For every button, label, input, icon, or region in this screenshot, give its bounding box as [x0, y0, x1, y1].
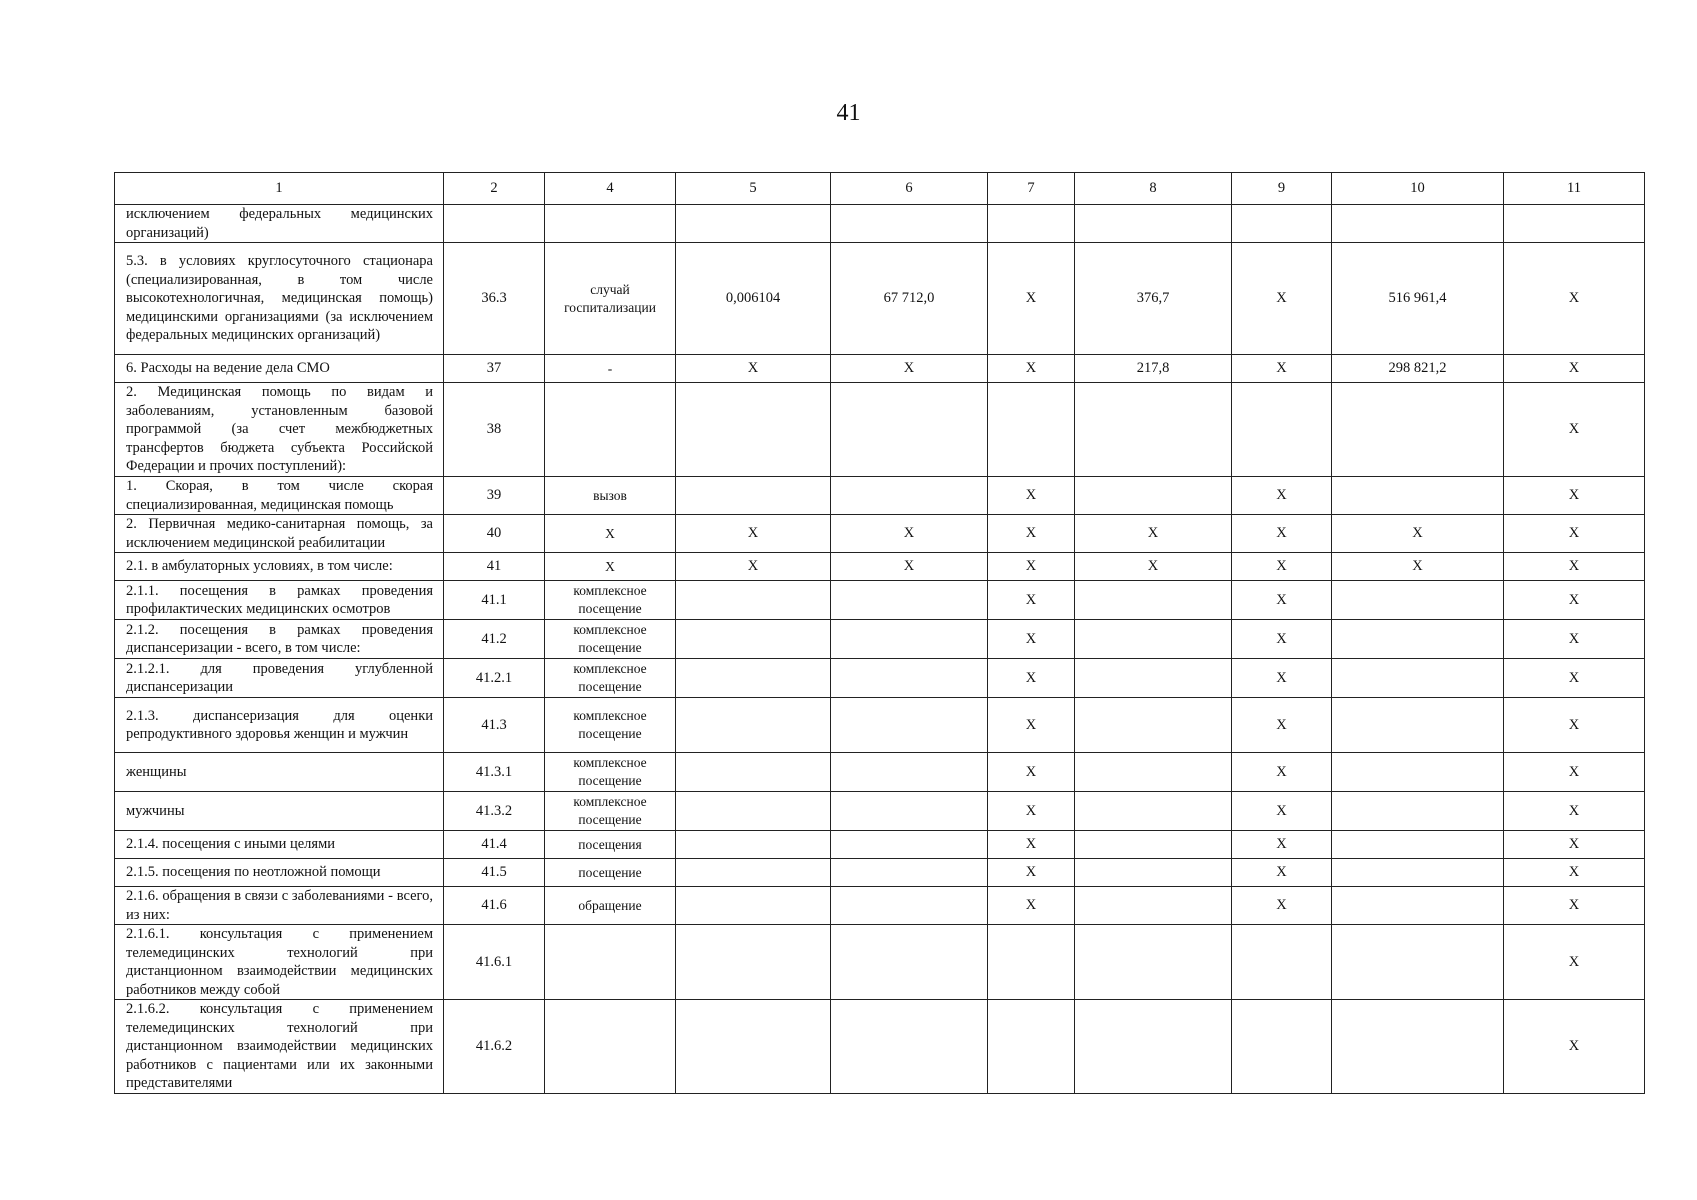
cell-unit: -: [545, 355, 676, 383]
table-row: [115, 243, 1645, 355]
cell-col-8: 376,7: [1075, 243, 1232, 355]
cell-col-11: X: [1504, 515, 1645, 553]
cell-col-5: X: [676, 553, 831, 581]
cell-col-6: [831, 659, 988, 698]
cell-col-9: X: [1232, 859, 1332, 887]
cell-col-6: [831, 792, 988, 831]
cell-unit: комплексное посещение: [545, 620, 676, 659]
table-row: [115, 477, 1645, 515]
cell-col-10: [1332, 698, 1504, 753]
cell-line-number: 41.6: [444, 887, 545, 925]
cell-col-5: [676, 792, 831, 831]
cell-unit: комплексное посещение: [545, 698, 676, 753]
cell-col-7: [988, 383, 1075, 477]
cell-col-11: X: [1504, 477, 1645, 515]
table-row: [115, 1000, 1645, 1094]
cell-col-7: X: [988, 515, 1075, 553]
cell-col-5: [676, 698, 831, 753]
cell-col-8: [1075, 698, 1232, 753]
cell-col-5: [676, 831, 831, 859]
table-row: [115, 753, 1645, 792]
cell-col-8: X: [1075, 515, 1232, 553]
cell-col-6: [831, 887, 988, 925]
header-cell-col-7: 7: [988, 173, 1075, 205]
cell-line-number: 41.2.1: [444, 659, 545, 698]
cell-col-11: X: [1504, 792, 1645, 831]
cell-description: мужчины: [115, 792, 444, 831]
cell-col-9: X: [1232, 477, 1332, 515]
cell-col-5: [676, 581, 831, 620]
data-table: [114, 172, 1645, 1094]
cell-col-11: X: [1504, 659, 1645, 698]
cell-col-7: X: [988, 477, 1075, 515]
table-row: [115, 515, 1645, 553]
cell-col-5: [676, 383, 831, 477]
cell-col-5: 0,006104: [676, 243, 831, 355]
header-cell-col-11: 11: [1504, 173, 1645, 205]
cell-col-11: X: [1504, 620, 1645, 659]
cell-line-number: 37: [444, 355, 545, 383]
cell-description: 2.1.5. посещения по неотложной помощи: [115, 859, 444, 887]
cell-col-11: X: [1504, 859, 1645, 887]
cell-col-10: 516 961,4: [1332, 243, 1504, 355]
cell-description: женщины: [115, 753, 444, 792]
cell-col-7: X: [988, 792, 1075, 831]
cell-col-6: X: [831, 553, 988, 581]
cell-col-6: [831, 859, 988, 887]
cell-line-number: 36.3: [444, 243, 545, 355]
cell-col-6: [831, 383, 988, 477]
cell-unit: [545, 1000, 676, 1094]
cell-col-11: X: [1504, 553, 1645, 581]
cell-unit: комплексное посещение: [545, 659, 676, 698]
cell-col-5: [676, 753, 831, 792]
cell-col-8: X: [1075, 553, 1232, 581]
cell-line-number: 41.2: [444, 620, 545, 659]
cell-col-5: [676, 887, 831, 925]
cell-unit: [545, 383, 676, 477]
cell-description: 2.1.3. диспансеризация для оценки репродуктивного здоровья женщин и мужчин: [115, 698, 444, 753]
cell-col-9: X: [1232, 831, 1332, 859]
cell-col-8: [1075, 753, 1232, 792]
cell-description: 2.1. в амбулаторных условиях, в том числе:: [115, 553, 444, 581]
cell-col-5: [676, 1000, 831, 1094]
cell-description: 2. Первичная медико-санитарная помощь, за исключением медицинской реабилитации: [115, 515, 444, 553]
cell-col-6: [831, 205, 988, 243]
cell-col-7: X: [988, 859, 1075, 887]
cell-col-8: 217,8: [1075, 355, 1232, 383]
table-row: [115, 383, 1645, 477]
table-row: [115, 859, 1645, 887]
cell-col-11: X: [1504, 243, 1645, 355]
table-row: [115, 792, 1645, 831]
table-header-row: [115, 173, 1645, 205]
cell-col-5: [676, 205, 831, 243]
cell-col-11: X: [1504, 831, 1645, 859]
cell-col-8: [1075, 925, 1232, 1000]
cell-line-number: 40: [444, 515, 545, 553]
cell-description: 2.1.2.1. для проведения углубленной диспансеризации: [115, 659, 444, 698]
cell-col-10: X: [1332, 515, 1504, 553]
cell-col-8: [1075, 205, 1232, 243]
cell-line-number: 41.5: [444, 859, 545, 887]
header-cell-col-8: 8: [1075, 173, 1232, 205]
cell-col-8: [1075, 792, 1232, 831]
header-cell-col-5: 5: [676, 173, 831, 205]
header-cell-col-2: 2: [444, 173, 545, 205]
cell-col-9: X: [1232, 355, 1332, 383]
cell-col-10: [1332, 831, 1504, 859]
cell-col-7: X: [988, 698, 1075, 753]
cell-col-7: X: [988, 753, 1075, 792]
cell-col-9: [1232, 925, 1332, 1000]
cell-line-number: 41.6.1: [444, 925, 545, 1000]
cell-col-9: [1232, 205, 1332, 243]
cell-col-10: [1332, 659, 1504, 698]
table-row: [115, 581, 1645, 620]
cell-col-7: X: [988, 581, 1075, 620]
cell-col-6: 67 712,0: [831, 243, 988, 355]
table-row: [115, 205, 1645, 243]
cell-col-10: X: [1332, 553, 1504, 581]
cell-col-5: [676, 477, 831, 515]
cell-col-8: [1075, 831, 1232, 859]
cell-description: 2.1.6.2. консультация с применением телемедицинских технологий при дистанционном взаимодействии медицинских работников с пациентами или их законными представителями: [115, 1000, 444, 1094]
cell-unit: комплексное посещение: [545, 792, 676, 831]
cell-col-6: [831, 620, 988, 659]
cell-col-5: X: [676, 515, 831, 553]
cell-col-9: [1232, 1000, 1332, 1094]
cell-col-7: X: [988, 553, 1075, 581]
cell-description: 2.1.2. посещения в рамках проведения диспансеризации - всего, в том числе:: [115, 620, 444, 659]
cell-col-6: [831, 477, 988, 515]
cell-line-number: 41.3.2: [444, 792, 545, 831]
cell-col-11: X: [1504, 1000, 1645, 1094]
cell-col-10: [1332, 383, 1504, 477]
cell-line-number: 41.3.1: [444, 753, 545, 792]
cell-col-8: [1075, 659, 1232, 698]
cell-col-6: [831, 581, 988, 620]
cell-col-10: [1332, 205, 1504, 243]
table-row: [115, 831, 1645, 859]
cell-col-6: [831, 1000, 988, 1094]
table-row: [115, 659, 1645, 698]
table-row: [115, 698, 1645, 753]
cell-col-9: [1232, 383, 1332, 477]
header-cell-col-4: 4: [545, 173, 676, 205]
cell-unit: посещение: [545, 859, 676, 887]
cell-unit: [545, 925, 676, 1000]
cell-col-6: X: [831, 515, 988, 553]
cell-description: 6. Расходы на ведение дела СМО: [115, 355, 444, 383]
cell-unit: X: [545, 515, 676, 553]
cell-col-8: [1075, 1000, 1232, 1094]
cell-col-9: X: [1232, 887, 1332, 925]
cell-col-7: [988, 205, 1075, 243]
cell-line-number: 38: [444, 383, 545, 477]
cell-col-5: [676, 925, 831, 1000]
cell-col-11: [1504, 205, 1645, 243]
cell-unit: [545, 205, 676, 243]
cell-col-9: X: [1232, 698, 1332, 753]
cell-col-7: [988, 925, 1075, 1000]
cell-col-9: X: [1232, 581, 1332, 620]
cell-col-9: X: [1232, 620, 1332, 659]
header-cell-col-10: 10: [1332, 173, 1504, 205]
cell-col-10: [1332, 792, 1504, 831]
cell-col-10: [1332, 859, 1504, 887]
cell-col-5: [676, 620, 831, 659]
cell-description: 2.1.6.1. консультация с применением телемедицинских технологий при дистанционном взаимодействии медицинских работников между собой: [115, 925, 444, 1000]
cell-col-8: [1075, 581, 1232, 620]
cell-description: 2.1.4. посещения с иными целями: [115, 831, 444, 859]
table-row: [115, 553, 1645, 581]
cell-col-7: X: [988, 620, 1075, 659]
cell-col-10: [1332, 477, 1504, 515]
cell-col-6: [831, 698, 988, 753]
cell-col-7: [988, 1000, 1075, 1094]
cell-line-number: [444, 205, 545, 243]
table-row: [115, 620, 1645, 659]
cell-unit: комплексное посещение: [545, 753, 676, 792]
cell-col-10: [1332, 620, 1504, 659]
cell-description: 5.3. в условиях круглосуточного стационара (специализированная, в том числе высокотехнологичная, медицинская помощь) медицинскими организациями (за исключением федеральных медицинских организаций): [115, 243, 444, 355]
page-number: 41: [836, 100, 861, 126]
cell-line-number: 41.4: [444, 831, 545, 859]
cell-col-9: X: [1232, 243, 1332, 355]
table-row: [115, 887, 1645, 925]
cell-unit: посещения: [545, 831, 676, 859]
cell-col-11: X: [1504, 753, 1645, 792]
cell-line-number: 39: [444, 477, 545, 515]
cell-col-11: X: [1504, 383, 1645, 477]
cell-col-8: [1075, 477, 1232, 515]
cell-col-9: X: [1232, 659, 1332, 698]
cell-col-11: X: [1504, 887, 1645, 925]
cell-col-5: [676, 859, 831, 887]
cell-col-11: X: [1504, 355, 1645, 383]
cell-col-11: X: [1504, 698, 1645, 753]
cell-col-9: X: [1232, 792, 1332, 831]
cell-col-10: [1332, 887, 1504, 925]
cell-col-8: [1075, 383, 1232, 477]
cell-col-9: X: [1232, 553, 1332, 581]
cell-col-10: [1332, 581, 1504, 620]
cell-col-11: X: [1504, 925, 1645, 1000]
cell-description: 1. Скорая, в том числе скорая специализированная, медицинская помощь: [115, 477, 444, 515]
cell-col-8: [1075, 887, 1232, 925]
cell-col-6: X: [831, 355, 988, 383]
cell-description: 2.1.1. посещения в рамках проведения профилактических медицинских осмотров: [115, 581, 444, 620]
cell-line-number: 41.6.2: [444, 1000, 545, 1094]
cell-col-5: [676, 659, 831, 698]
cell-col-8: [1075, 859, 1232, 887]
cell-col-7: X: [988, 831, 1075, 859]
cell-col-7: X: [988, 887, 1075, 925]
header-cell-col-6: 6: [831, 173, 988, 205]
header-cell-col-1: 1: [115, 173, 444, 205]
cell-col-11: X: [1504, 581, 1645, 620]
cell-unit: случай госпитализации: [545, 243, 676, 355]
cell-col-7: X: [988, 659, 1075, 698]
table-row: [115, 925, 1645, 1000]
cell-unit: обращение: [545, 887, 676, 925]
header-cell-col-9: 9: [1232, 173, 1332, 205]
cell-col-6: [831, 753, 988, 792]
cell-col-7: X: [988, 243, 1075, 355]
cell-col-10: [1332, 753, 1504, 792]
cell-unit: комплексное посещение: [545, 581, 676, 620]
cell-line-number: 41.1: [444, 581, 545, 620]
table-row: [115, 355, 1645, 383]
cell-col-6: [831, 831, 988, 859]
cell-description: 2.1.6. обращения в связи с заболеваниями - всего, из них:: [115, 887, 444, 925]
cell-col-8: [1075, 620, 1232, 659]
cell-col-7: X: [988, 355, 1075, 383]
cell-col-5: X: [676, 355, 831, 383]
cell-description: 2. Медицинская помощь по видам и заболеваниям, установленным базовой программой (за счет межбюджетных трансфертов бюджета субъекта Российской Федерации и прочих поступлений):: [115, 383, 444, 477]
cell-unit: вызов: [545, 477, 676, 515]
cell-col-10: [1332, 925, 1504, 1000]
cell-line-number: 41.3: [444, 698, 545, 753]
cell-unit: X: [545, 553, 676, 581]
cell-col-10: 298 821,2: [1332, 355, 1504, 383]
cell-col-9: X: [1232, 515, 1332, 553]
cell-col-6: [831, 925, 988, 1000]
cell-line-number: 41: [444, 553, 545, 581]
cell-col-9: X: [1232, 753, 1332, 792]
cell-description: исключением федеральных медицинских организаций): [115, 205, 444, 243]
cell-col-10: [1332, 1000, 1504, 1094]
